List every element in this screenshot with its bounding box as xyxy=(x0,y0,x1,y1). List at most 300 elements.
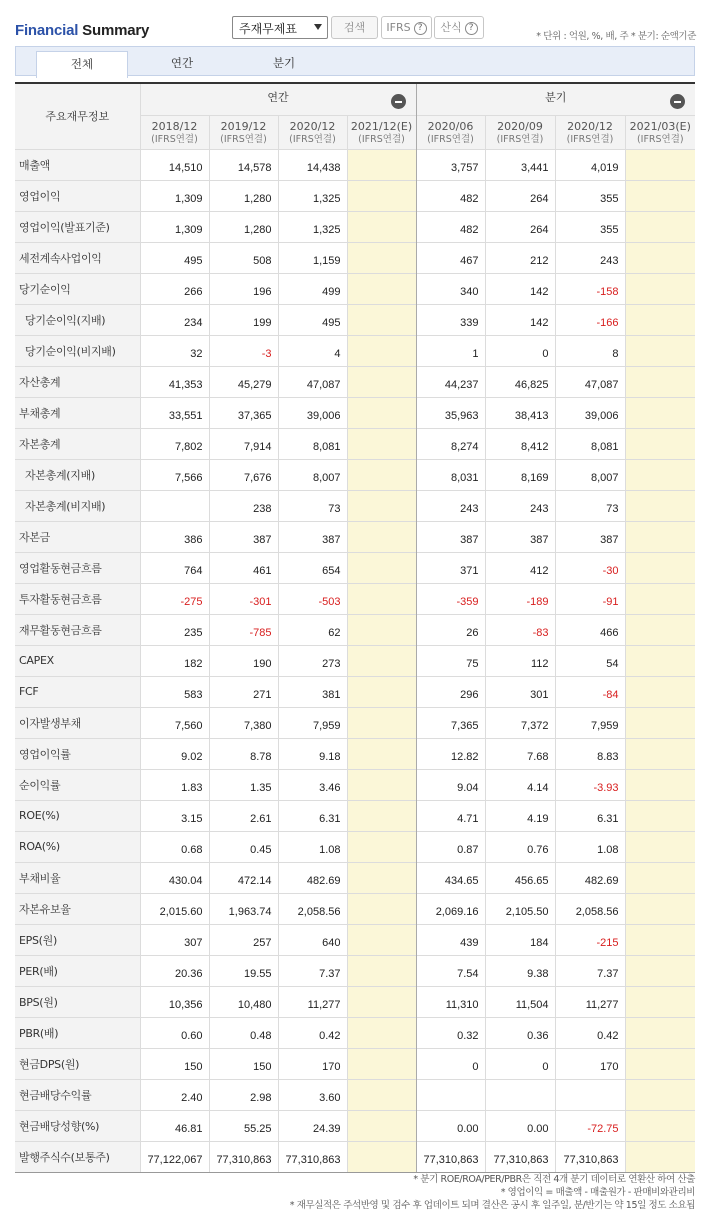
financial-summary-table xyxy=(15,82,695,1173)
table-cell: -3.93 xyxy=(555,769,625,800)
table-cell: -84 xyxy=(555,676,625,707)
table-cell: 7,380 xyxy=(209,707,278,738)
table-cell: 472.14 xyxy=(209,862,278,893)
row-label: 영업이익(발표기준) xyxy=(15,211,140,242)
table-cell xyxy=(347,149,416,180)
table-cell xyxy=(347,490,416,521)
table-cell: 430.04 xyxy=(140,862,209,893)
table-cell: 170 xyxy=(555,1048,625,1079)
table-cell: 8,412 xyxy=(485,428,555,459)
table-cell xyxy=(625,490,695,521)
table-cell xyxy=(140,490,209,521)
table-cell: 654 xyxy=(278,552,347,583)
table-cell: 14,578 xyxy=(209,149,278,180)
table-cell: 9.02 xyxy=(140,738,209,769)
table-row xyxy=(15,831,695,862)
table-cell: 3,441 xyxy=(485,149,555,180)
search-button[interactable]: 검색 xyxy=(331,16,378,39)
period-header xyxy=(416,115,485,149)
footnotes xyxy=(195,1173,695,1212)
table-cell: 340 xyxy=(416,273,485,304)
table-row xyxy=(15,428,695,459)
table-cell: 355 xyxy=(555,180,625,211)
table-cell: 7,372 xyxy=(485,707,555,738)
period-basis: (IFRS연결) xyxy=(289,134,336,145)
table-cell xyxy=(625,893,695,924)
table-cell xyxy=(347,800,416,831)
table-cell: 355 xyxy=(555,211,625,242)
table-cell xyxy=(347,459,416,490)
table-cell: 150 xyxy=(209,1048,278,1079)
table-body xyxy=(15,149,695,1172)
period-header xyxy=(555,115,625,149)
table-cell: 182 xyxy=(140,645,209,676)
table-cell: 764 xyxy=(140,552,209,583)
table-cell: 73 xyxy=(555,490,625,521)
footnote: * 재무실적은 주석반영 및 검수 후 업데이트 되며 결산은 공시 후 일주일, 분/반기는 약 15일 정도 소요됩 xyxy=(289,1200,695,1211)
period-header xyxy=(209,115,278,149)
table-cell: 184 xyxy=(485,924,555,955)
table-cell: 41,353 xyxy=(140,366,209,397)
row-label: EPS(원) xyxy=(15,924,140,955)
table-cell: 466 xyxy=(555,614,625,645)
table-cell xyxy=(347,335,416,366)
table-cell xyxy=(625,149,695,180)
table-cell: -189 xyxy=(485,583,555,614)
table-cell: 2,058.56 xyxy=(278,893,347,924)
table-cell xyxy=(625,242,695,273)
table-cell: 32 xyxy=(140,335,209,366)
table-cell: 0.76 xyxy=(485,831,555,862)
table-cell xyxy=(347,211,416,242)
page-title-part2: Summary xyxy=(78,22,150,39)
collapse-annual-minus-icon[interactable] xyxy=(391,94,406,109)
table-cell: 7,959 xyxy=(278,707,347,738)
table-cell: 387 xyxy=(416,521,485,552)
table-cell xyxy=(347,862,416,893)
row-label: 자본총계(비지배) xyxy=(15,490,140,521)
table-cell: 0 xyxy=(485,1048,555,1079)
table-cell: 3,757 xyxy=(416,149,485,180)
table-cell: 11,504 xyxy=(485,986,555,1017)
table-cell xyxy=(625,1110,695,1141)
table-row xyxy=(15,800,695,831)
table-cell xyxy=(625,831,695,862)
table-cell: 0 xyxy=(416,1048,485,1079)
table-cell xyxy=(625,459,695,490)
table-cell xyxy=(347,893,416,924)
table-cell: 7,914 xyxy=(209,428,278,459)
quarter-group-label: 분기 xyxy=(545,91,567,105)
table-cell: 271 xyxy=(209,676,278,707)
table-cell xyxy=(347,769,416,800)
table-cell xyxy=(625,180,695,211)
table-row xyxy=(15,769,695,800)
table-cell: 0.00 xyxy=(485,1110,555,1141)
period-label: 2020/12 xyxy=(567,120,613,133)
table-cell: 1,309 xyxy=(140,211,209,242)
table-cell: 33,551 xyxy=(140,397,209,428)
table-row xyxy=(15,149,695,180)
table-cell: 1,325 xyxy=(278,211,347,242)
annual-group-header xyxy=(140,83,416,115)
table-row xyxy=(15,862,695,893)
table-cell xyxy=(347,583,416,614)
period-header xyxy=(625,115,695,149)
table-row xyxy=(15,366,695,397)
table-cell xyxy=(625,273,695,304)
tab-all[interactable]: 전체 xyxy=(36,51,128,78)
ifrs-help-button[interactable] xyxy=(381,16,432,39)
table-row xyxy=(15,1110,695,1141)
row-header-text: 주요재무정보 xyxy=(45,110,110,124)
period-label: 2021/12(E) xyxy=(350,120,413,133)
tab-annual[interactable]: 연간 xyxy=(170,56,194,70)
row-label: 현금DPS(원) xyxy=(15,1048,140,1079)
table-cell: 456.65 xyxy=(485,862,555,893)
table-row xyxy=(15,1079,695,1110)
table-row xyxy=(15,304,695,335)
table-cell: 142 xyxy=(485,304,555,335)
table-row xyxy=(15,1017,695,1048)
table-cell: 296 xyxy=(416,676,485,707)
table-cell: 11,310 xyxy=(416,986,485,1017)
table-cell: 73 xyxy=(278,490,347,521)
table-cell: 243 xyxy=(555,242,625,273)
table-cell xyxy=(625,1141,695,1172)
table-cell: 47,087 xyxy=(555,366,625,397)
table-row xyxy=(15,1141,695,1172)
period-header xyxy=(485,115,555,149)
period-basis: (IFRS연결) xyxy=(358,134,405,145)
period-label: 2020/06 xyxy=(427,120,474,133)
table-cell: 75 xyxy=(416,645,485,676)
table-cell: 3.15 xyxy=(140,800,209,831)
table-cell: 2.40 xyxy=(140,1079,209,1110)
period-header xyxy=(140,115,209,149)
row-label: 영업활동현금흐름 xyxy=(15,552,140,583)
table-cell: 7.54 xyxy=(416,955,485,986)
table-cell: 508 xyxy=(209,242,278,273)
row-label: 당기순이익(비지배) xyxy=(15,335,140,366)
table-cell: 1,280 xyxy=(209,211,278,242)
table-cell: 482.69 xyxy=(278,862,347,893)
table-cell xyxy=(347,676,416,707)
table-cell: 112 xyxy=(485,645,555,676)
table-cell xyxy=(625,1048,695,1079)
table-cell xyxy=(625,769,695,800)
period-header xyxy=(278,115,347,149)
table-cell xyxy=(485,1079,555,1110)
table-cell: 4 xyxy=(278,335,347,366)
table-cell: 482 xyxy=(416,211,485,242)
row-label: FCF xyxy=(15,676,140,707)
table-cell xyxy=(347,707,416,738)
collapse-quarter-minus-icon[interactable] xyxy=(670,94,685,109)
row-label: 자산총계 xyxy=(15,366,140,397)
table-cell xyxy=(347,1141,416,1172)
table-cell xyxy=(625,800,695,831)
table-cell xyxy=(625,366,695,397)
table-cell: 8.78 xyxy=(209,738,278,769)
table-cell: 307 xyxy=(140,924,209,955)
table-cell: 482 xyxy=(416,180,485,211)
table-cell: 44,237 xyxy=(416,366,485,397)
table-cell: 14,438 xyxy=(278,149,347,180)
table-cell xyxy=(347,955,416,986)
period-label: 2020/12 xyxy=(289,120,336,133)
table-cell: 2,105.50 xyxy=(485,893,555,924)
table-cell: 39,006 xyxy=(555,397,625,428)
table-cell: 9.04 xyxy=(416,769,485,800)
table-cell: 2,069.16 xyxy=(416,893,485,924)
table-cell: 77,310,863 xyxy=(555,1141,625,1172)
table-cell xyxy=(347,428,416,459)
table-cell: 7,560 xyxy=(140,707,209,738)
period-basis: (IFRS연결) xyxy=(151,134,198,145)
statement-type-value: 주재무제표 xyxy=(239,22,297,36)
question-icon: ? xyxy=(414,22,427,35)
table-row xyxy=(15,676,695,707)
table-row xyxy=(15,924,695,955)
table-cell: 257 xyxy=(209,924,278,955)
table-cell: 4.71 xyxy=(416,800,485,831)
formula-label: 산식 xyxy=(440,21,462,34)
table-cell: 1.08 xyxy=(278,831,347,862)
table-cell xyxy=(347,986,416,1017)
table-cell: 4.19 xyxy=(485,800,555,831)
table-cell: 7.68 xyxy=(485,738,555,769)
period-basis: (IFRS연결) xyxy=(427,134,474,145)
table-cell: 6.31 xyxy=(555,800,625,831)
table-cell: 77,310,863 xyxy=(278,1141,347,1172)
table-cell: -359 xyxy=(416,583,485,614)
annual-group-label: 연간 xyxy=(267,91,289,105)
table-cell: 243 xyxy=(485,490,555,521)
row-label: PER(배) xyxy=(15,955,140,986)
table-cell: 1.08 xyxy=(555,831,625,862)
table-cell: 7.37 xyxy=(555,955,625,986)
table-row xyxy=(15,707,695,738)
table-cell: 7,365 xyxy=(416,707,485,738)
table-cell: 7,566 xyxy=(140,459,209,490)
table-cell: 2,015.60 xyxy=(140,893,209,924)
table-cell: 266 xyxy=(140,273,209,304)
table-cell: 387 xyxy=(278,521,347,552)
table-cell xyxy=(625,986,695,1017)
table-cell: 54 xyxy=(555,645,625,676)
row-label: PBR(배) xyxy=(15,1017,140,1048)
table-cell: 19.55 xyxy=(209,955,278,986)
table-cell xyxy=(625,1017,695,1048)
table-cell: 20.36 xyxy=(140,955,209,986)
table-cell: 46,825 xyxy=(485,366,555,397)
table-cell: 412 xyxy=(485,552,555,583)
table-cell: 339 xyxy=(416,304,485,335)
table-row xyxy=(15,1048,695,1079)
table-cell: 199 xyxy=(209,304,278,335)
table-cell: 0.36 xyxy=(485,1017,555,1048)
page-title-part1: Financial xyxy=(15,22,79,39)
table-cell: 26 xyxy=(416,614,485,645)
row-label: BPS(원) xyxy=(15,986,140,1017)
table-cell: 39,006 xyxy=(278,397,347,428)
table-cell: 77,310,863 xyxy=(485,1141,555,1172)
period-basis: (IFRS연결) xyxy=(566,134,614,145)
table-cell xyxy=(625,676,695,707)
table-row xyxy=(15,180,695,211)
row-label: 현금배당수익률 xyxy=(15,1079,140,1110)
table-row xyxy=(15,335,695,366)
question-icon: ? xyxy=(465,22,478,35)
table-cell: 1.35 xyxy=(209,769,278,800)
table-cell: 461 xyxy=(209,552,278,583)
table-cell: -91 xyxy=(555,583,625,614)
table-row xyxy=(15,459,695,490)
table-cell: 8,081 xyxy=(555,428,625,459)
table-cell: 77,310,863 xyxy=(209,1141,278,1172)
table-cell: 387 xyxy=(209,521,278,552)
table-cell: 0.68 xyxy=(140,831,209,862)
table-row xyxy=(15,211,695,242)
chevron-down-icon xyxy=(314,24,322,30)
table-cell: 381 xyxy=(278,676,347,707)
period-header xyxy=(347,115,416,149)
table-cell xyxy=(625,521,695,552)
table-cell xyxy=(347,397,416,428)
table-cell xyxy=(555,1079,625,1110)
table-cell: 1,159 xyxy=(278,242,347,273)
row-label: 부채총계 xyxy=(15,397,140,428)
period-basis: (IFRS연결) xyxy=(496,134,544,145)
table-cell: 9.38 xyxy=(485,955,555,986)
table-cell: 8,274 xyxy=(416,428,485,459)
table-row xyxy=(15,490,695,521)
table-row xyxy=(15,273,695,304)
table-cell: 1,963.74 xyxy=(209,893,278,924)
table-cell: 3.46 xyxy=(278,769,347,800)
table-cell: 24.39 xyxy=(278,1110,347,1141)
row-label: ROE(%) xyxy=(15,800,140,831)
period-label: 2018/12 xyxy=(151,120,198,133)
table-cell: 2.98 xyxy=(209,1079,278,1110)
table-cell xyxy=(347,304,416,335)
table-cell: 1,309 xyxy=(140,180,209,211)
table-cell: -83 xyxy=(485,614,555,645)
table-cell: -166 xyxy=(555,304,625,335)
table-cell: -72.75 xyxy=(555,1110,625,1141)
table-cell: 142 xyxy=(485,273,555,304)
table-cell: 7,676 xyxy=(209,459,278,490)
table-cell: 238 xyxy=(209,490,278,521)
table-cell: 8,007 xyxy=(278,459,347,490)
table-cell xyxy=(625,738,695,769)
table-cell: -30 xyxy=(555,552,625,583)
table-cell xyxy=(625,862,695,893)
period-label: 2021/03(E) xyxy=(629,120,691,133)
table-row xyxy=(15,521,695,552)
table-cell xyxy=(347,1017,416,1048)
table-cell: 0.48 xyxy=(209,1017,278,1048)
row-label: 당기순이익 xyxy=(15,273,140,304)
table-cell: 439 xyxy=(416,924,485,955)
table-cell xyxy=(625,428,695,459)
table-cell: 264 xyxy=(485,180,555,211)
ifrs-label: IFRS xyxy=(386,21,411,34)
period-basis: (IFRS연결) xyxy=(636,134,684,145)
table-cell: 6.31 xyxy=(278,800,347,831)
table-cell xyxy=(347,1048,416,1079)
table-row xyxy=(15,893,695,924)
row-label: 현금배당성향(%) xyxy=(15,1110,140,1141)
table-cell xyxy=(625,335,695,366)
table-cell: -503 xyxy=(278,583,347,614)
tab-quarter[interactable]: 분기 xyxy=(272,56,296,70)
table-row xyxy=(15,738,695,769)
table-cell xyxy=(625,955,695,986)
period-basis: (IFRS연결) xyxy=(220,134,267,145)
table-cell: 37,365 xyxy=(209,397,278,428)
table-cell: 0.45 xyxy=(209,831,278,862)
table-cell xyxy=(347,831,416,862)
table-cell: 1.83 xyxy=(140,769,209,800)
table-cell: -3 xyxy=(209,335,278,366)
table-cell: 4,019 xyxy=(555,149,625,180)
table-cell xyxy=(347,738,416,769)
table-cell: 3.60 xyxy=(278,1079,347,1110)
table-row xyxy=(15,645,695,676)
statement-type-select[interactable] xyxy=(232,16,328,39)
table-cell: 8,007 xyxy=(555,459,625,490)
row-label: 영업이익 xyxy=(15,180,140,211)
table-row xyxy=(15,614,695,645)
table-cell: -275 xyxy=(140,583,209,614)
table-cell: 235 xyxy=(140,614,209,645)
table-cell xyxy=(347,1110,416,1141)
table-cell: 10,356 xyxy=(140,986,209,1017)
row-label: 영업이익률 xyxy=(15,738,140,769)
table-cell: 0.42 xyxy=(555,1017,625,1048)
table-cell: 8,031 xyxy=(416,459,485,490)
table-cell: 301 xyxy=(485,676,555,707)
formula-help-button[interactable] xyxy=(434,16,484,39)
table-cell: 55.25 xyxy=(209,1110,278,1141)
table-cell xyxy=(347,242,416,273)
row-label: 세전계속사업이익 xyxy=(15,242,140,273)
table-cell: 190 xyxy=(209,645,278,676)
table-cell: 196 xyxy=(209,273,278,304)
table-cell: 495 xyxy=(278,304,347,335)
footnote: * 영업이익 = 매출액 - 매출원가 - 판매비와관리비 xyxy=(500,1187,695,1198)
table-cell: 387 xyxy=(555,521,625,552)
table-cell: 47,087 xyxy=(278,366,347,397)
unit-note: * 단위 : 억원, %, 배, 주 * 분기: 순액기준 xyxy=(536,31,696,42)
table-cell: 264 xyxy=(485,211,555,242)
table-cell: 38,413 xyxy=(485,397,555,428)
table-cell xyxy=(625,397,695,428)
row-label: 매출액 xyxy=(15,149,140,180)
table-cell: 35,963 xyxy=(416,397,485,428)
table-cell: 4.14 xyxy=(485,769,555,800)
table-cell: 7,959 xyxy=(555,707,625,738)
table-cell: 1,325 xyxy=(278,180,347,211)
table-cell: -215 xyxy=(555,924,625,955)
table-cell xyxy=(625,211,695,242)
table-cell xyxy=(625,304,695,335)
row-label: 순이익률 xyxy=(15,769,140,800)
table-row xyxy=(15,955,695,986)
table-cell: 583 xyxy=(140,676,209,707)
